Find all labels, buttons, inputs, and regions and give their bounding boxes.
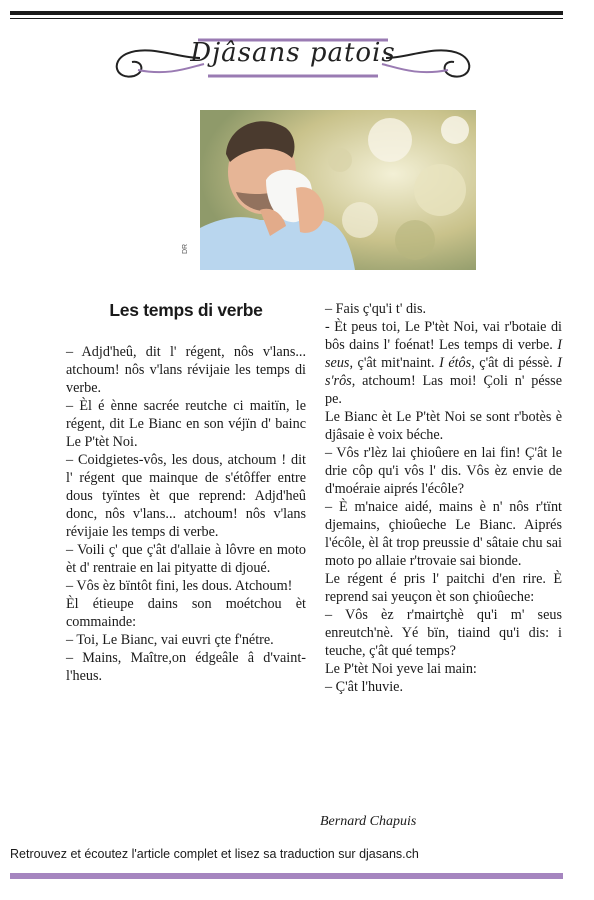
top-rule-thin — [10, 18, 563, 19]
paragraph: – Voili ç' que ç'ât d'allaie à lôvre en moto èt d' rentraie en lai pityatte di djoué. — [66, 542, 306, 576]
paragraph: – Fais ç'qu'i t' dis. — [325, 301, 427, 317]
man-sneezing-photo-icon — [200, 110, 476, 270]
paragraph: Le Bianc èt Le P'tèt Noi se sont r'botès è djâsaie è voix béche. — [325, 409, 562, 443]
paragraph: – Ç'ât l'huvie. — [325, 679, 404, 695]
paragraph: – Vôs r'lèz lai çhioûere en lai fin! Ç'ât le drie côp qu'i vôs l' dis. Vôs èz envie de d'moéraie aiprés l'écôle? — [325, 445, 562, 497]
article-column-right — [325, 300, 562, 696]
article-photo — [200, 110, 476, 270]
top-rule — [10, 11, 563, 15]
paragraph: - Èt peus toi, Le P'tèt Noi, vai r'botaie di bôs dains l' foénat! Les temps di verbe. I seus, ç'ât mit'naint. I étôs, ç'ât di péssè. I s'rôs, atchoum! Las moi! Çoli n' pésse pe. — [325, 319, 562, 407]
author-byline: Bernard Chapuis — [320, 814, 417, 829]
footer-note: Retrouvez et écoutez l'article complet et lisez sa traduction sur djasans.ch — [10, 847, 419, 861]
article-column-left — [66, 343, 306, 685]
paragraph: – Vôs èz bïntôt fini, les dous. Atchoum! — [66, 578, 293, 594]
bottom-accent-bar — [10, 873, 563, 879]
paragraph: – Vôs èz r'mairtçhè qu'i m' seus enreutch'nè. Yé bïn, tiaind qu'i dis: i teuche, ç'ât qué temps? — [325, 607, 562, 659]
paragraph: – Adjd'heû, dit l' régent, nôs v'lans... atchoum! nôs v'lans révijaie les temps di verbe. — [66, 344, 306, 396]
paragraph: Le P'tèt Noi yeve lai main: — [325, 661, 477, 677]
paragraph: – Èl é ènne sacrée reutche ci maitïn, le régent, dit Le Bianc en son véjïn d' bainc Le P'tèt Noi. — [66, 398, 306, 450]
article-title: Les temps di verbe — [109, 300, 263, 320]
paragraph: Èl étieupe dains son moétchou èt commainde: — [66, 596, 306, 630]
masthead — [108, 30, 478, 88]
paragraph: – Toi, Le Bianc, vai euvri çte f'nétre. — [66, 632, 274, 648]
masthead-title: Djâsans patois — [190, 38, 396, 68]
paragraph: – Mains, Maître,on édgeâle â d'vaint-l'heus. — [66, 650, 306, 684]
paragraph: – È m'naice aidé, mains è n' nôs r'tïnt djemains, çhioûeche Le Bianc. Aiprés l'écôle, èl ât trop preussie d' sâtaie chu sai moto po allaie r'trovaie sai bionde. — [325, 499, 562, 569]
paragraph: – Coidgietes-vôs, les dous, atchoum ! dit l' régent que mainque de s'étôffer entre dous tyïntes èt que reprend: Adjd'heû donc, nôs v'lans... atchoum! nôs v'lans révijaie les temps di verbe. — [66, 452, 306, 540]
photo-credit: DR — [182, 243, 189, 254]
paragraph: Le régent é pris l' paitchi d'en rire. È reprend sai yeuçon èt son çhioûeche: — [325, 571, 562, 605]
